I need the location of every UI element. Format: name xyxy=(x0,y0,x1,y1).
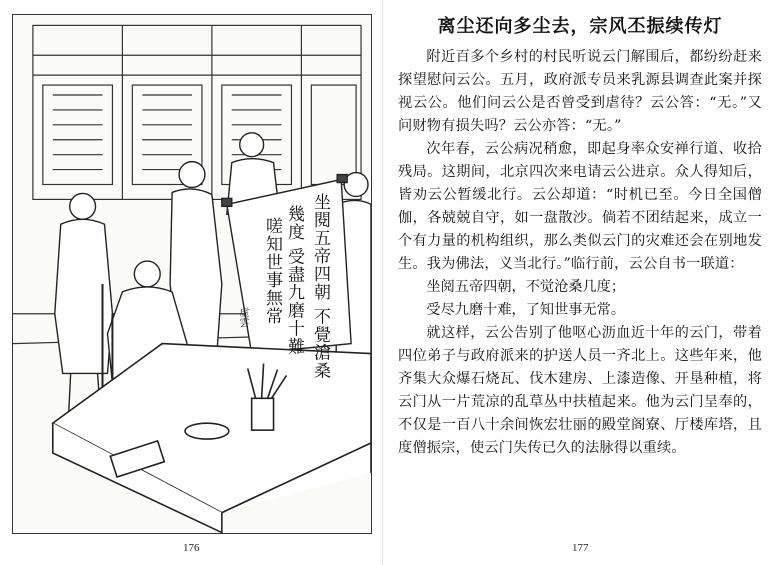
scroll-line-3: 嗟知世事無常 xyxy=(262,217,282,325)
scroll-line-1: 坐閱五帝四朝 不覺滄桑 xyxy=(310,193,330,380)
article-title: 离尘还向多尘去，宗风丕振续传灯 xyxy=(437,16,723,37)
scroll-signature: 虚雲 xyxy=(237,307,248,327)
right-page-number: 177 xyxy=(572,542,589,554)
illustration xyxy=(12,14,372,534)
paragraph: 附近百多个乡村的村民听说云门解围后，都纷纷赶来探望慰问云公。五月，政府派专员来乳源县调查此案并探视云公。他们问云公是否曾受到虐待？云公答：“无。”又问财物有损失吗？云公亦答：“无。” xyxy=(398,49,762,134)
verse-line: 受尽九磨十难，了知世事无常。 xyxy=(426,302,626,318)
left-page-number: 176 xyxy=(183,542,200,554)
paragraph: 就这样，云公告别了他呕心沥血近十年的云门，带着四位弟子与政府派来的护送人员一齐北上。这些年来，他齐集大众爆石烧瓦、伐木建房、上漆造像、开垦种植，将云门从一片荒凉的乱草丛中扶植起来。他为云门呈奉的，不仅是一百八十余间恢宏壮丽的殿堂阁寮、厅楼库塔，且度僧振宗，使云门失传已久的法脉得以重续。 xyxy=(398,325,762,456)
paragraph: 次年春，云公病况稍愈，即起身率众安禅行道、收拾残局。这期间，北京四次来电请云公进京。众人得知后，皆劝云公暂缓北行。云公却道：“时机已至。今日全国僧伽，各兢兢自守，如一盘散沙。倘若不团结起来，成立一个有力量的机构组织，那么类似云门的灾难还会在别地发生。我为佛法，义当北行。”临行前，云公自书一联道： xyxy=(398,141,762,272)
page-fold xyxy=(382,0,383,565)
text-page xyxy=(398,12,762,532)
line-drawing xyxy=(13,15,371,533)
verse-line: 坐阅五帝四朝，不觉沧桑几度； xyxy=(426,279,626,295)
scroll-line-2: 幾度 受盡九磨十難 xyxy=(284,205,304,356)
